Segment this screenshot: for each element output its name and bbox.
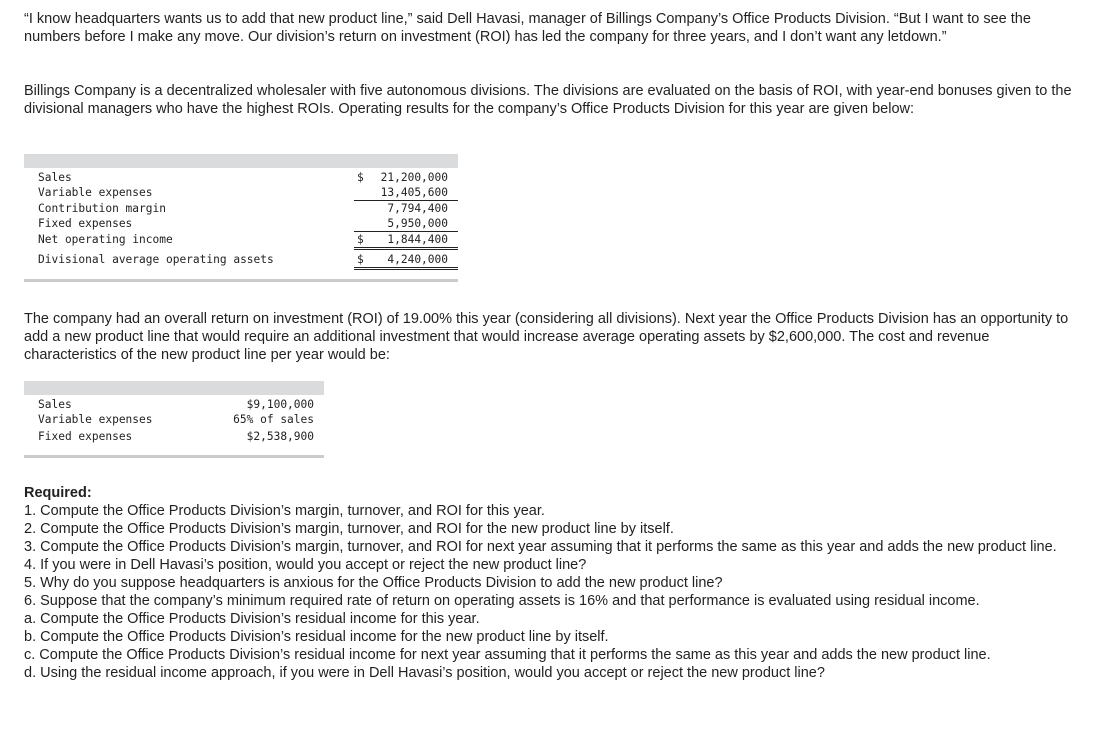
row-value: 65% of sales — [233, 413, 314, 426]
table-header-bar — [24, 154, 458, 168]
requirement-item: d. Using the residual income approach, if you were in Dell Havasi’s position, would you accept or reject the new product line? — [24, 665, 825, 681]
intro-paragraph-1: “I know headquarters wants us to add that new product line,” said Dell Havasi, manager of Billings Company’s Office Products Division. “But I want to see the numbers before I make any move. Our division’s return on investment (ROI) has led the company for three years, and I don’t want any letdown.” — [24, 11, 1031, 45]
table-row — [24, 170, 458, 186]
new-product-line-table — [24, 381, 324, 463]
requirement-item: 2. Compute the Office Products Division’s margin, turnover, and ROI for the new product line by itself. — [24, 521, 674, 537]
row-value: 1,844,400 — [387, 233, 448, 246]
row-label: Sales — [38, 171, 72, 184]
table-row — [24, 429, 324, 445]
row-value: 13,405,600 — [380, 186, 448, 199]
table-row — [24, 185, 458, 201]
table-footer-bar — [24, 455, 324, 458]
table-footer-bar — [24, 279, 458, 282]
double-underline — [354, 267, 458, 268]
row-label: Divisional average operating assets — [38, 253, 274, 266]
required-section — [24, 484, 1084, 682]
table-row — [24, 412, 324, 428]
row-value: 21,200,000 — [380, 171, 448, 184]
required-heading: Required: — [24, 485, 92, 501]
requirement-item: c. Compute the Office Products Division’s residual income for next year assuming that it performs the same as this year and adds the new product line. — [24, 647, 991, 663]
row-value: 5,950,000 — [387, 217, 448, 230]
requirement-item: 6. Suppose that the company’s minimum required rate of return on operating assets is 16% and that performance is evaluated using residual income. — [24, 593, 980, 609]
requirement-item: 5. Why do you suppose headquarters is anxious for the Office Products Division to add the new product line? — [24, 575, 723, 591]
row-label: Sales — [38, 398, 72, 411]
middle-paragraph: The company had an overall return on investment (ROI) of 19.00% this year (considering all divisions). Next year the Office Products Division has an opportunity to add a new product line that would require an additional investment that would increase average operating assets by $2,600,000. The cost and revenue characteristics of the new product line per year would be: — [24, 311, 1069, 363]
table-row — [24, 232, 458, 248]
requirement-item: 3. Compute the Office Products Division’s margin, turnover, and ROI for next year assuming that it performs the same as this year and adds the new product line. — [24, 539, 1057, 555]
row-label: Fixed expenses — [38, 430, 133, 443]
requirement-item: 4. If you were in Dell Havasi’s position, would you accept or reject the new product line? — [24, 557, 587, 573]
intro-paragraph-2: Billings Company is a decentralized wholesaler with five autonomous divisions. The divisions are evaluated on the basis of ROI, with year-end bonuses given to the divisional managers who have the highest ROIs. Operating results for the company’s Office Products Division for this year are given below: — [24, 83, 1072, 117]
row-value: $2,538,900 — [246, 430, 314, 443]
row-label: Variable expenses — [38, 186, 153, 199]
row-currency: $ — [357, 171, 364, 184]
operating-results-table — [24, 154, 458, 286]
row-value: 4,240,000 — [387, 253, 448, 266]
row-value: $9,100,000 — [246, 398, 314, 411]
row-value: 7,794,400 — [387, 202, 448, 215]
row-currency: $ — [357, 253, 364, 266]
row-label: Variable expenses — [38, 413, 153, 426]
table-row — [24, 216, 458, 232]
table-row — [24, 252, 458, 268]
table-row — [24, 397, 324, 413]
row-currency: $ — [357, 233, 364, 246]
row-label: Contribution margin — [38, 202, 166, 215]
row-label: Fixed expenses — [38, 217, 133, 230]
requirement-item: b. Compute the Office Products Division’s residual income for the new product line by itself. — [24, 629, 609, 645]
double-underline — [354, 249, 458, 250]
double-underline — [354, 269, 458, 270]
table-header-bar — [24, 381, 324, 395]
row-label: Net operating income — [38, 233, 173, 246]
double-underline — [354, 247, 458, 248]
requirement-item: a. Compute the Office Products Division’s residual income for this year. — [24, 611, 480, 627]
requirement-item: 1. Compute the Office Products Division’s margin, turnover, and ROI for this year. — [24, 503, 545, 519]
table-row — [24, 201, 458, 217]
